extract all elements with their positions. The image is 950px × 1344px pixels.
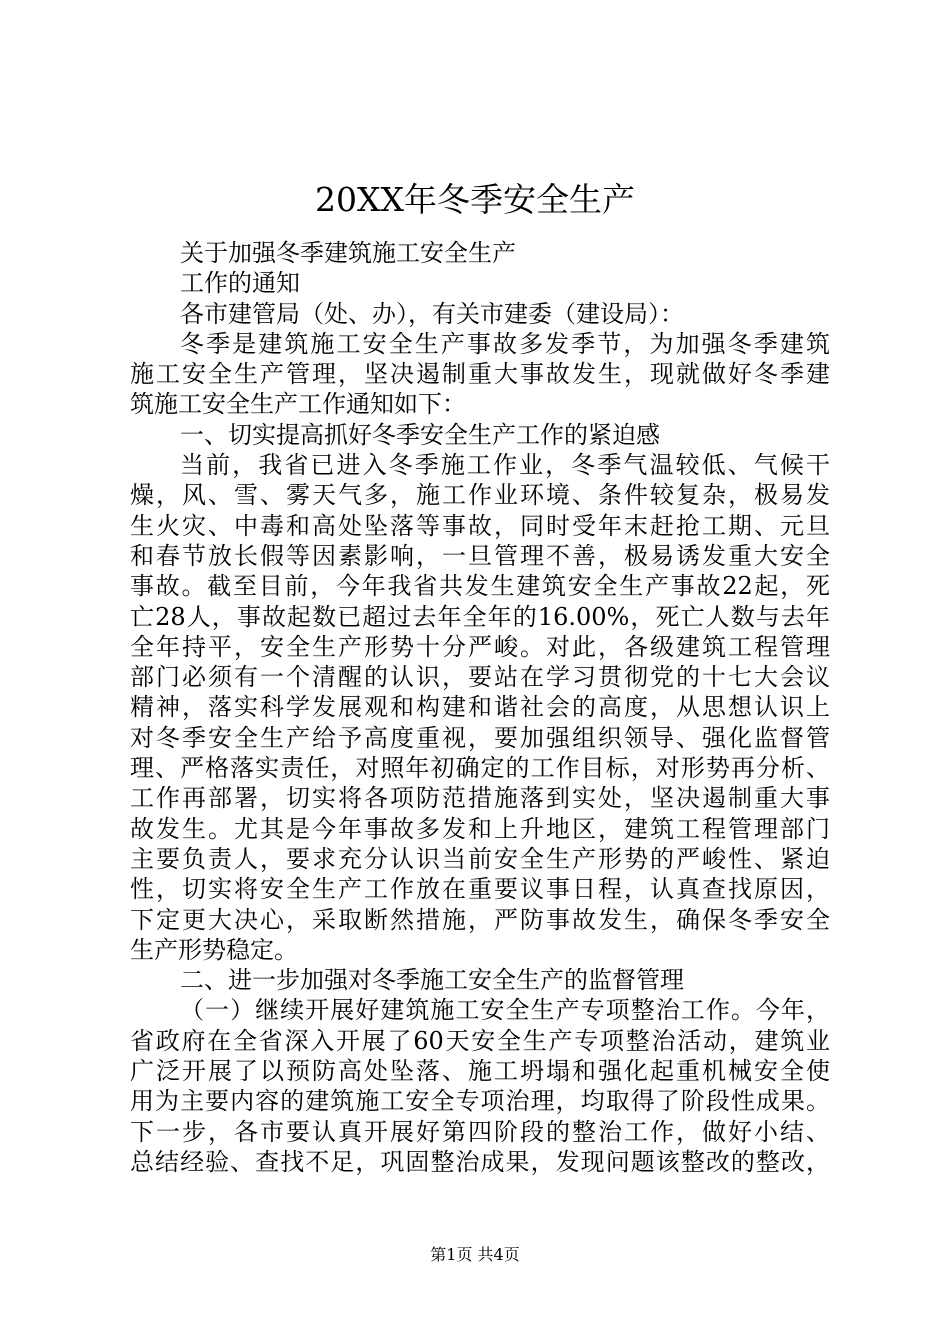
text-line: 理、严格落实责任，对照年初确定的工作目标，对形势再分析、: [130, 754, 830, 783]
page-footer: [0, 1244, 950, 1266]
page-indicator: 第1页 共4页: [430, 1245, 520, 1264]
text-line: 筑施工安全生产工作通知如下：: [130, 390, 466, 419]
text-line: 省政府在全省深入开展了60天安全生产专项整治活动，建筑业: [130, 1026, 830, 1055]
text-line: 当前，我省已进入冬季施工作业，冬季气温较低、气候干: [180, 451, 830, 480]
text-line: 用为主要内容的建筑施工安全专项治理，均取得了阶段性成果。: [130, 1087, 830, 1116]
text-line: 生产形势稳定。: [130, 935, 298, 964]
text-line: 总结经验、查找不足，巩固整治成果，发现问题该整改的整改，: [130, 1147, 830, 1176]
text-line: 事故。截至目前，今年我省共发生建筑安全生产事故22起，死: [130, 572, 830, 601]
text-line: 工作的通知: [180, 269, 300, 298]
section-heading: 二、进一步加强对冬季施工安全生产的监督管理: [180, 966, 684, 995]
text-line: 工作再部署，切实将各项防范措施落到实处，坚决遏制重大事: [130, 784, 830, 813]
text-line: 精神，落实科学发展观和构建和谐社会的高度，从思想认识上: [130, 693, 830, 722]
text-line: 对冬季安全生产给予高度重视，要加强组织领导、强化监督管: [130, 723, 830, 752]
text-line: 故发生。尤其是今年事故多发和上升地区，建筑工程管理部门: [130, 814, 830, 843]
text-line: 燥，风、雪、雾天气多，施工作业环境、条件较复杂，极易发: [130, 481, 830, 510]
text-line: 冬季是建筑施工安全生产事故多发季节，为加强冬季建筑: [180, 329, 830, 358]
document-title: 20XX年冬季安全生产: [315, 180, 635, 219]
text-line: 主要负责人，要求充分认识当前安全生产形势的严峻性、紧迫: [130, 844, 830, 873]
text-line: 下一步，各市要认真开展好第四阶段的整治工作，做好小结、: [130, 1117, 830, 1146]
document-body: [130, 238, 830, 1177]
text-line: 部门必须有一个清醒的认识，要站在学习贯彻党的十七大会议: [130, 663, 830, 692]
text-line: 各市建管局（处、办），有关市建委（建设局）：: [180, 299, 684, 328]
text-line: 亡28人，事故起数已超过去年全年的16.00%，死亡人数与去年: [130, 602, 830, 631]
text-line: 生火灾、中毒和高处坠落等事故，同时受年末赶抢工期、元旦: [130, 511, 830, 540]
text-line: 关于加强冬季建筑施工安全生产: [180, 239, 516, 267]
text-line: 全年持平，安全生产形势十分严峻。对此，各级建筑工程管理: [130, 632, 830, 661]
text-line: 广泛开展了以预防高处坠落、施工坍塌和强化起重机械安全使: [130, 1057, 830, 1086]
text-line: 下定更大决心，采取断然措施，严防事故发生，确保冬季安全: [130, 905, 830, 934]
text-line: 和春节放长假等因素影响，一旦管理不善，极易诱发重大安全: [130, 541, 830, 570]
text-line: 性，切实将安全生产工作放在重要议事日程，认真查找原因，: [130, 875, 830, 904]
text-line: （一）继续开展好建筑施工安全生产专项整治工作。今年，: [180, 996, 830, 1025]
section-heading: 一、切实提高抓好冬季安全生产工作的紧迫感: [180, 420, 660, 449]
text-line: 施工安全生产管理，坚决遏制重大事故发生，现就做好冬季建: [130, 360, 830, 389]
